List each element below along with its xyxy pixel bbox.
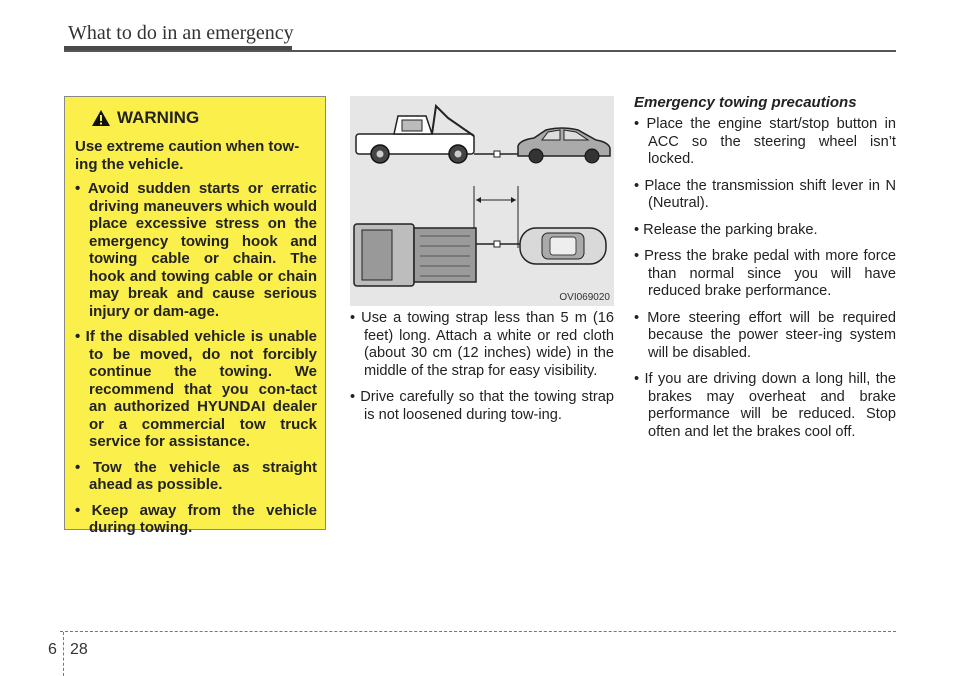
list-item: • If you are driving down a long hill, the brakes may overheat and brake performance will be reduced. Stop often and let the brakes cool off. — [634, 371, 896, 440]
header-title: What to do in an emergency — [68, 22, 294, 44]
tow-truck-top-illustration — [354, 224, 476, 286]
middle-list — [350, 310, 614, 424]
figure-code: OVI069020 — [559, 292, 610, 303]
list-item: • Drive carefully so that the towing strap is not loosened during tow-ing. — [350, 389, 614, 423]
towing-figure — [350, 96, 614, 306]
section-heading: Emergency towing precautions — [634, 94, 857, 111]
warning-intro: Use extreme caution when tow-ing the vehicle. — [75, 138, 300, 173]
warning-triangle-icon — [91, 109, 111, 127]
warning-list — [75, 180, 317, 537]
warning-item: • Avoid sudden starts or erratic driving maneuvers which would place excessive stress on the emergency towing hook and towing cable or chain. The hook and towing cable or chain may break and cause serious injury or dam-age. — [75, 180, 317, 320]
list-item: • More steering effort will be required because the power steer-ing system will be disabled. — [634, 309, 896, 361]
warning-header — [91, 107, 317, 129]
right-column — [634, 94, 896, 450]
sedan-top-illustration — [520, 228, 606, 264]
warning-title: WARNING — [117, 108, 200, 127]
footer-divider — [63, 632, 64, 676]
towing-strap-diagram — [350, 96, 614, 306]
tow-truck-side-illustration — [356, 106, 474, 163]
page-number: 28 — [70, 641, 88, 658]
warning-item: • Tow the vehicle as straight ahead as possible. — [75, 458, 317, 493]
sedan-side-illustration — [518, 128, 610, 163]
chapter-number: 6 — [48, 641, 57, 658]
warning-item: • Keep away from the vehicle during towing. — [75, 501, 317, 536]
middle-column — [350, 310, 614, 433]
warning-item: • If the disabled vehicle is unable to be moved, do not forcibly continue the towing. We recommend that you con-tact an authorized HYUNDAI dealer or a commercial tow truck service for assistance. — [75, 328, 317, 450]
list-item: • Use a towing strap less than 5 m (16 feet) long. Attach a white or red cloth (about 30 cm (12 inches) wide) in the middle of the strap for easy visibility. — [350, 310, 614, 379]
list-item: • Place the transmission shift lever in N (Neutral). — [634, 177, 896, 211]
precautions-list — [634, 116, 896, 441]
list-item: • Place the engine start/stop button in ACC so the steering wheel isn’t locked. — [634, 116, 896, 167]
list-item: • Release the parking brake. — [634, 221, 818, 238]
footer-rule — [60, 631, 896, 632]
list-item: • Press the brake pedal with more force than normal since you will have reduced brake performance. — [634, 248, 896, 299]
header-rule — [64, 50, 896, 52]
warning-box — [64, 96, 326, 536]
